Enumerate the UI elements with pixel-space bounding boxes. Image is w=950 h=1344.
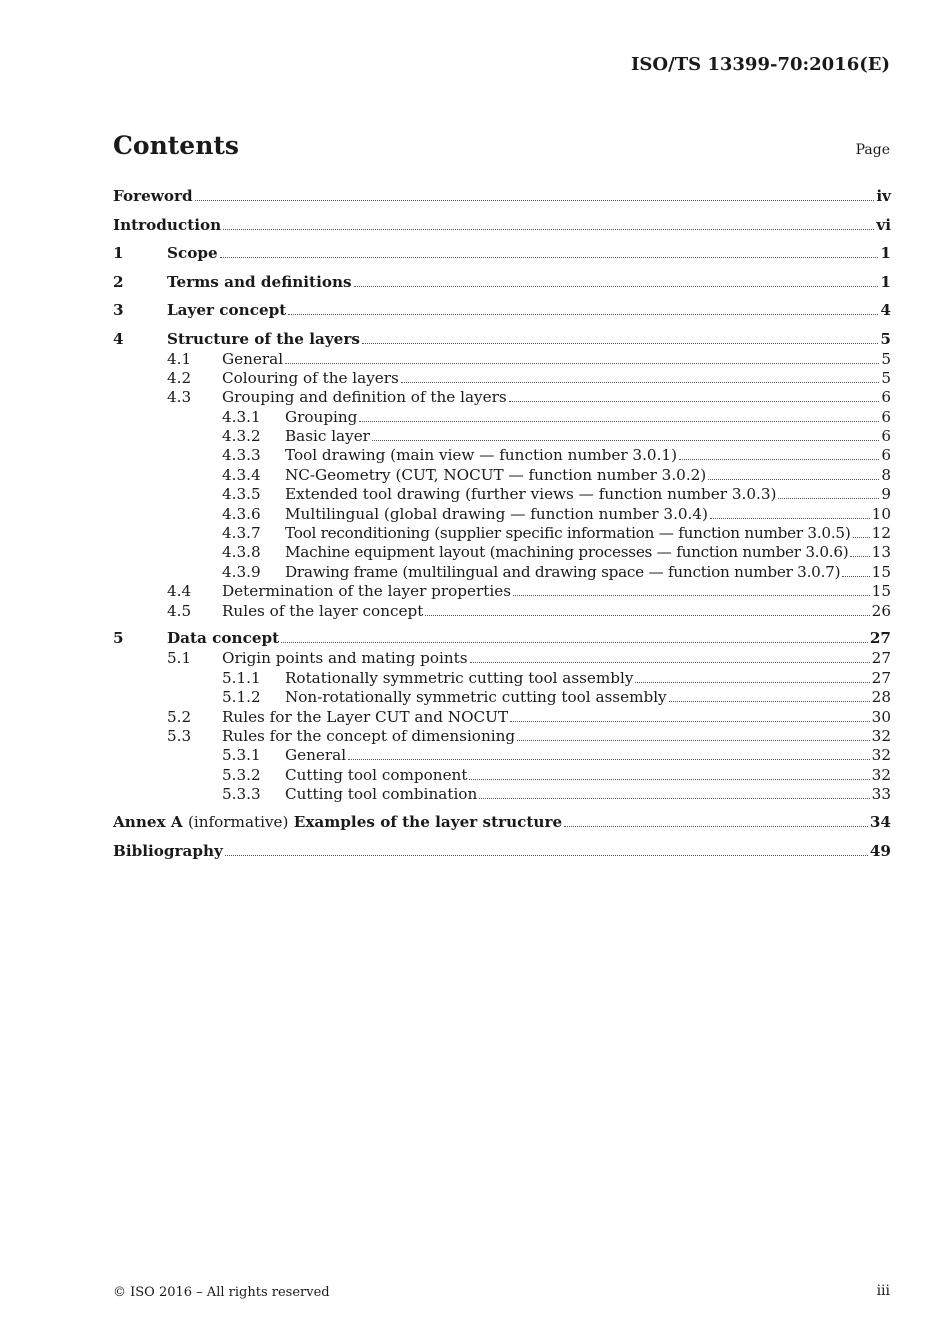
toc-entry-title: Rules of the layer concept — [222, 601, 424, 620]
toc-entry-1[interactable] — [113, 242, 891, 264]
toc-entry-number: 5.3.1 — [222, 746, 261, 765]
dot-leader — [281, 642, 868, 643]
annex-qualifier: (informative) — [187, 813, 289, 832]
toc-page-number: 4 — [880, 301, 891, 319]
annex-title: Examples of the layer structure — [293, 813, 563, 832]
toc-page-number: 32 — [871, 746, 891, 765]
toc-entry-5-3-2[interactable] — [113, 766, 891, 785]
dot-leader — [470, 662, 870, 663]
toc-entry-number: 4.3.4 — [222, 465, 261, 484]
toc-page-number: 5 — [880, 329, 891, 348]
toc-entry-5-3-1[interactable] — [113, 746, 891, 765]
toc-entry-4-3[interactable] — [113, 388, 891, 407]
toc-entry-number: 4.3.6 — [222, 504, 261, 523]
toc-entry-title: General — [285, 746, 347, 765]
toc-entry-number: 5.3 — [167, 727, 192, 746]
dot-leader — [710, 518, 870, 519]
toc-entry-title: Tool reconditioning (supplier specific information — function number 3.0.5) — [285, 524, 851, 543]
toc-page-number: 5 — [881, 349, 891, 368]
toc-entry-4-5[interactable] — [113, 602, 891, 621]
toc-page-number: 27 — [871, 649, 891, 668]
toc-entry-4-4[interactable] — [113, 582, 891, 601]
toc-entry-number: 5.3.3 — [222, 785, 261, 804]
page-title: Contents — [113, 131, 240, 160]
toc-entry-4-1[interactable] — [113, 350, 891, 369]
dot-leader — [850, 556, 869, 557]
toc-entry-number: 4.3.2 — [222, 427, 261, 446]
toc-entry-title: Bibliography — [113, 841, 223, 860]
dot-leader — [469, 779, 869, 780]
toc-entry-title: Basic layer — [285, 427, 370, 446]
toc-entry-number: 4.3.7 — [222, 524, 261, 543]
toc-entry-title: Terms and definitions — [167, 272, 352, 291]
toc-page-number: 27 — [871, 668, 891, 687]
toc-entry-number: 5 — [113, 629, 124, 648]
dot-leader — [425, 615, 869, 616]
toc-entry-title: Colouring of the layers — [222, 368, 399, 387]
dot-leader — [679, 459, 879, 460]
toc-entry-title: NC-Geometry (CUT, NOCUT — function number 3.0.2) — [285, 465, 707, 484]
document-code: ISO/TS 13399-70:2016(E) — [631, 54, 890, 75]
dot-leader — [509, 401, 880, 402]
toc-entry-2[interactable] — [113, 271, 891, 293]
toc-page-number: 15 — [871, 582, 891, 601]
toc-entry-4-3-7[interactable] — [113, 524, 891, 543]
dot-leader — [362, 343, 879, 344]
toc-entry-title: Determination of the layer properties — [222, 582, 512, 601]
toc-entry-number: 4.1 — [167, 349, 192, 368]
toc-entry-title: Data concept — [167, 629, 280, 648]
toc-page-number: 6 — [881, 407, 891, 426]
toc-entry-introduction[interactable] — [113, 214, 891, 236]
toc-entry-title: Drawing frame (multilingual and drawing space — function number 3.0.7) — [285, 562, 841, 581]
toc-entry-number: 5.2 — [167, 707, 192, 726]
page-number: iii — [876, 1283, 890, 1299]
copyright-notice: © ISO 2016 – All rights reserved — [113, 1285, 330, 1300]
toc-entry-number: 2 — [113, 272, 124, 291]
dot-leader — [220, 257, 879, 258]
dot-leader — [348, 759, 870, 760]
toc-entry-5-3[interactable] — [113, 727, 891, 746]
toc-entry-5-1[interactable] — [113, 649, 891, 668]
toc-entry-title: Rules for the Layer CUT and NOCUT — [222, 707, 509, 726]
dot-leader — [842, 576, 869, 577]
toc-entry-5-2[interactable] — [113, 708, 891, 727]
dot-leader — [853, 537, 870, 538]
table-of-contents — [113, 185, 891, 862]
toc-page-number: 12 — [871, 524, 891, 543]
toc-entry-4[interactable] — [113, 328, 891, 350]
toc-entry-number: 4 — [113, 329, 124, 348]
toc-page-number: 49 — [869, 841, 891, 860]
toc-page-number: 1 — [880, 272, 891, 291]
toc-entry-number: 4.2 — [167, 368, 192, 387]
toc-entry-4-3-4[interactable] — [113, 466, 891, 485]
annex-prefix: Annex A — [113, 813, 183, 832]
toc-page-number: 26 — [871, 601, 891, 620]
dot-leader — [223, 229, 874, 230]
toc-entry-number: 4.3 — [167, 388, 192, 407]
toc-entry-5[interactable] — [113, 627, 891, 649]
toc-entry-title: Structure of the layers — [167, 329, 360, 348]
toc-entry-number: 5.1 — [167, 649, 192, 668]
dot-leader — [564, 826, 868, 827]
toc-entry-title — [113, 811, 562, 833]
toc-entry-title: Cutting tool combination — [285, 785, 478, 804]
toc-page-number: iv — [876, 187, 891, 205]
dot-leader — [225, 855, 868, 856]
toc-entry-5-1-2[interactable] — [113, 688, 891, 707]
dot-leader — [778, 498, 879, 499]
toc-entry-title: General — [222, 349, 284, 368]
toc-entry-title: Multilingual (global drawing — function number 3.0.4) — [285, 504, 708, 523]
toc-entry-title: Layer concept — [167, 301, 287, 319]
dot-leader — [285, 363, 879, 364]
toc-entry-5-3-3[interactable] — [113, 785, 891, 804]
dot-leader — [195, 200, 875, 201]
toc-entry-4-3-8[interactable] — [113, 543, 891, 562]
toc-entry-4-2[interactable] — [113, 369, 891, 388]
toc-entry-number: 3 — [113, 301, 124, 319]
toc-entry-5-1-1[interactable] — [113, 669, 891, 688]
toc-entry-title: Non-rotationally symmetric cutting tool assembly — [285, 688, 667, 707]
dot-leader — [510, 721, 870, 722]
toc-page-number: 13 — [871, 543, 891, 562]
toc-entry-number: 4.3.5 — [222, 485, 261, 504]
toc-entry-4-3-9[interactable] — [113, 563, 891, 582]
toc-entry-4-3-2[interactable] — [113, 427, 891, 446]
dot-leader — [513, 595, 870, 596]
toc-page-number: 9 — [881, 485, 891, 504]
dot-leader — [479, 798, 869, 799]
toc-entry-title: Grouping — [285, 407, 358, 426]
dot-leader — [635, 682, 869, 683]
toc-entry-title: Tool drawing (main view — function number 3.0.1) — [285, 446, 677, 465]
dot-leader — [517, 740, 870, 741]
toc-entry-title: Extended tool drawing (further views — function number 3.0.3) — [285, 485, 777, 504]
toc-entry-bibliography[interactable] — [113, 840, 891, 862]
toc-entry-title: Grouping and definition of the layers — [222, 388, 507, 407]
toc-page-number: 15 — [871, 562, 891, 581]
toc-page-number: 33 — [871, 785, 891, 804]
toc-entry-title: Foreword — [113, 187, 193, 205]
toc-page-number: 32 — [871, 765, 891, 784]
toc-entry-number: 4.3.9 — [222, 562, 261, 581]
toc-entry-4-3-1[interactable] — [113, 408, 891, 427]
toc-entry-number: 1 — [113, 244, 124, 262]
page-column-label: Page — [855, 142, 890, 158]
toc-entry-number: 4.3.1 — [222, 407, 261, 426]
toc-entry-number: 5.1.2 — [222, 688, 261, 707]
toc-page-number: 32 — [871, 727, 891, 746]
toc-entry-annex-a[interactable] — [113, 811, 891, 833]
toc-entry-title: Scope — [167, 244, 218, 262]
toc-entry-title: Origin points and mating points — [222, 649, 468, 668]
toc-entry-4-3-5[interactable] — [113, 485, 891, 504]
toc-entry-title: Introduction — [113, 215, 222, 234]
toc-entry-number: 5.1.1 — [222, 668, 261, 687]
toc-entry-number: 4.3.8 — [222, 543, 261, 562]
toc-entry-number: 4.3.3 — [222, 446, 261, 465]
dot-leader — [372, 440, 879, 441]
toc-entry-number: 4.5 — [167, 601, 192, 620]
toc-page-number: 28 — [871, 688, 891, 707]
toc-page-number: 10 — [871, 504, 891, 523]
dot-leader — [669, 701, 870, 702]
toc-page-number: 34 — [869, 813, 891, 832]
toc-entry-number: 5.3.2 — [222, 765, 261, 784]
dot-leader — [359, 421, 879, 422]
toc-entry-4-3-6[interactable] — [113, 505, 891, 524]
toc-page-number: 30 — [871, 707, 891, 726]
toc-page-number: 1 — [880, 244, 891, 262]
toc-entry-title: Machine equipment layout (machining processes — function number 3.0.6) — [285, 543, 849, 562]
toc-page-number: 6 — [881, 446, 891, 465]
dot-leader — [288, 314, 878, 315]
toc-entry-foreword[interactable] — [113, 185, 891, 207]
toc-entry-title: Cutting tool component — [285, 765, 468, 784]
toc-entry-3[interactable] — [113, 299, 891, 321]
toc-page-number: 6 — [881, 427, 891, 446]
dot-leader — [401, 382, 880, 383]
toc-entry-number: 4.4 — [167, 582, 192, 601]
toc-entry-title: Rotationally symmetric cutting tool assembly — [285, 668, 634, 687]
toc-page-number: 6 — [881, 388, 891, 407]
dot-leader — [354, 286, 879, 287]
dot-leader — [708, 479, 879, 480]
toc-entry-4-3-3[interactable] — [113, 446, 891, 465]
toc-page-number: vi — [876, 215, 891, 234]
toc-page-number: 27 — [869, 629, 891, 648]
toc-entry-title: Rules for the concept of dimensioning — [222, 727, 516, 746]
toc-page-number: 5 — [881, 368, 891, 387]
toc-page-number: 8 — [881, 465, 891, 484]
